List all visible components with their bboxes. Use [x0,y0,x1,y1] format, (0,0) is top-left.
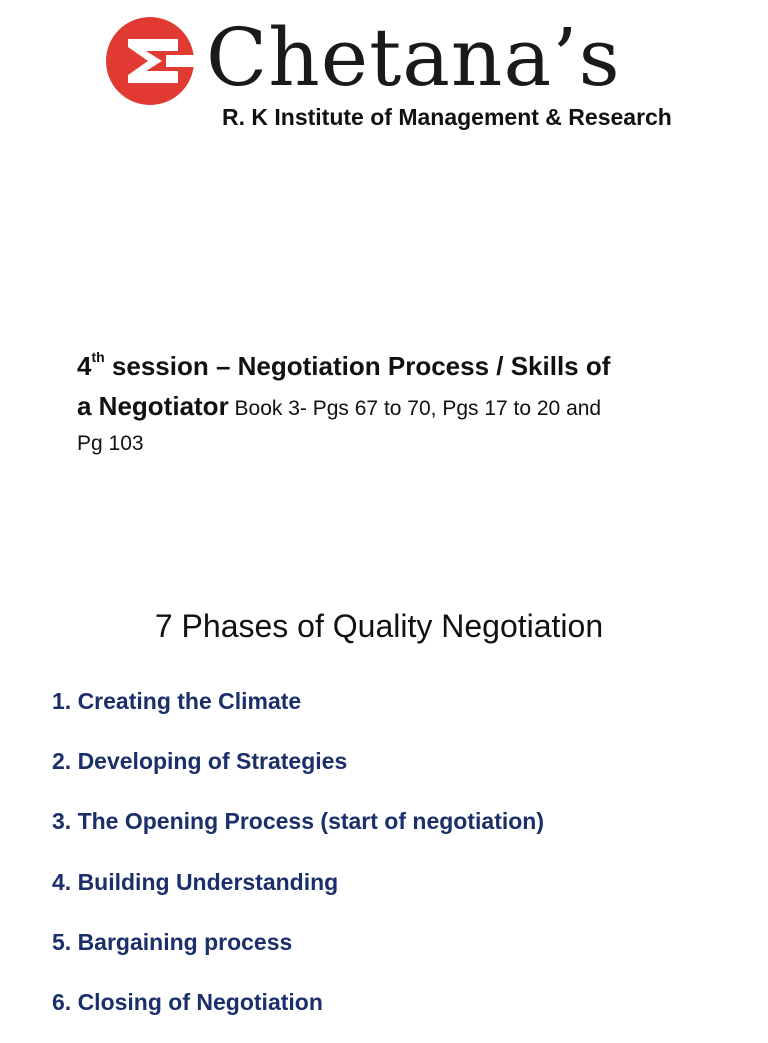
session-title-line2 [77,386,697,429]
session-heading [77,346,697,459]
session-reference-line2: Pg 103 [77,432,144,455]
institute-name: R. K Institute of Management & Research [222,104,672,130]
brand-name: Chetana’s [206,11,621,104]
session-title-line1 [77,346,697,386]
phase-item-3: 3. The Opening Process (start of negotiation) [52,808,544,835]
session-number: 4 [77,351,92,381]
session-reference: Book 3- Pgs 67 to 70, Pgs 17 to 20 and [228,397,602,420]
phase-item-2: 2. Developing of Strategies [52,748,348,775]
phase-item-1: 1. Creating the Climate [52,688,302,714]
session-ordinal-suffix: th [91,349,105,366]
header-logo-block [0,0,768,140]
phase-item-5: 5. Bargaining process [52,928,293,955]
phase-item-6: 6. Closing of Negotiation [52,988,323,1015]
sigma-circle-logo-icon [106,17,194,105]
phases-heading: 7 Phases of Quality Negotiation [154,608,604,644]
session-title-part1: session – Negotiation Process / Skills of [104,351,611,381]
phase-item-4: 4. Building Understanding [52,868,339,895]
phase-list [52,682,544,1043]
session-title-part2: a Negotiator [77,391,229,421]
